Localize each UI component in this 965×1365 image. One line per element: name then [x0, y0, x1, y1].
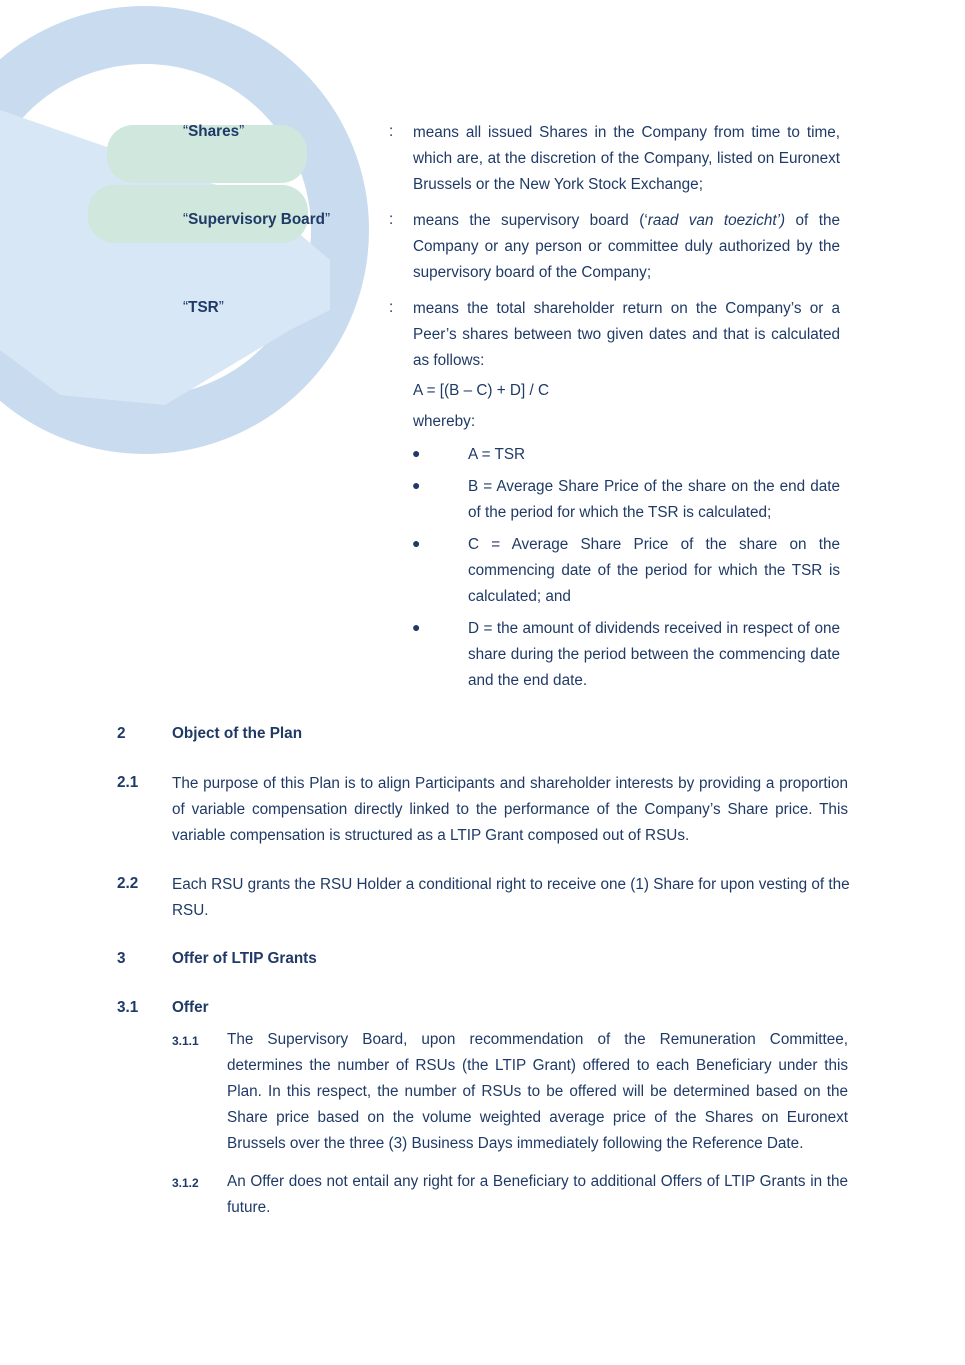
clause-number: 3.1.2: [172, 1176, 199, 1190]
clause-number: 2.1: [117, 774, 139, 791]
clause-number: 3.1.1: [172, 1034, 199, 1048]
clause-number: 2.2: [117, 875, 139, 892]
definition-text-tsr: means the total shareholder return on the Company’s or a Peer’s shares between two given dates and that is calculated as follows:: [413, 300, 840, 369]
clause-text: An Offer does not entail any right for a Beneficiary to additional Offers of LTIP Grants in the future.: [227, 1173, 848, 1216]
tsr-whereby: whereby:: [413, 413, 476, 430]
bullet-dot: ●: [412, 535, 421, 551]
bullet-dot: ●: [412, 445, 421, 461]
definition-term-supervisory-board: “Supervisory Board”: [183, 211, 331, 228]
definition-text-supervisory-board: means the supervisory board (‘raad van toezicht’) of the Company or any person or committee duly authorized by the supervisory board of the Company;: [413, 212, 840, 281]
tsr-bullet-a: A = TSR: [468, 446, 526, 463]
tsr-bullet-d: D = the amount of dividends received in respect of one share during the period between the commencing date and the end date.: [468, 620, 840, 689]
section-heading: Offer of LTIP Grants: [172, 950, 317, 967]
definition-colon: :: [389, 211, 394, 228]
definition-term-shares: “Shares”: [183, 123, 245, 140]
section-heading: Object of the Plan: [172, 725, 303, 742]
definition-colon: :: [389, 299, 394, 316]
tsr-formula: A = [(B – C) + D] / C: [413, 382, 550, 399]
bullet-dot: ●: [412, 619, 421, 635]
section-number: 2: [117, 725, 126, 742]
definition-term-tsr: “TSR”: [183, 299, 224, 316]
definition-colon: :: [389, 123, 394, 140]
clause-text: The purpose of this Plan is to align Participants and shareholder interests by providing a proportion of variable compensation directly linked to the performance of the Company’s Share price. This variable compensation is structured as a LTIP Grant composed out of RSUs.: [172, 775, 848, 844]
tsr-bullet-c: C = Average Share Price of the share on the commencing date of the period for which the TSR is calculated; and: [468, 536, 840, 605]
company-logo-watermark: [0, 0, 400, 470]
clause-text: Each RSU grants the RSU Holder a conditional right to receive one (1) Share for upon vesting of the RSU.: [172, 876, 850, 919]
tsr-bullet-b: B = Average Share Price of the share on the end date of the period for which the TSR is calculated;: [468, 478, 840, 521]
subsection-heading: Offer: [172, 999, 209, 1016]
section-number: 3: [117, 950, 126, 967]
definition-text-shares: means all issued Shares in the Company from time to time, which are, at the discretion of the Company, listed on Euronext Brussels or the New York Stock Exchange;: [413, 124, 840, 193]
subsection-number: 3.1: [117, 999, 139, 1016]
clause-text: The Supervisory Board, upon recommendation of the Remuneration Committee, determines the number of RSUs (the LTIP Grant) offered to each Beneficiary under this Plan. In this respect, the number of RSUs to be offered will be determined based on the Share price based on the volume weighted average price of the Shares on Euronext Brussels over the three (3) Business Days immediately following the Reference Date.: [227, 1031, 848, 1152]
bullet-dot: ●: [412, 477, 421, 493]
